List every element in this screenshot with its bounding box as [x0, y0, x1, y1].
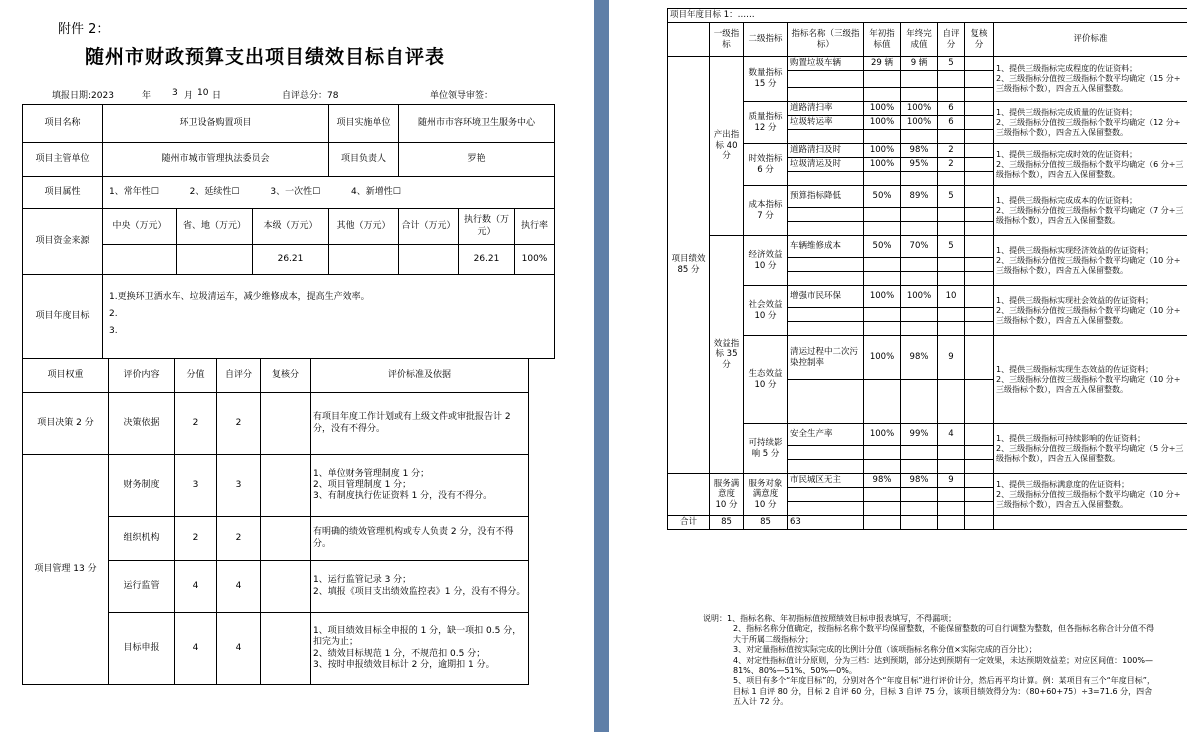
eval-criteria: 1、运行监管记录 3 分； 2、填报《项目支出绩效监控表》1 分，没有不得分。 [311, 561, 529, 613]
indicator-review [965, 446, 994, 460]
indicator-final: 100% [901, 116, 938, 130]
indicator-review [965, 88, 994, 102]
indicator-init: 100% [864, 336, 901, 380]
indicator-final: 98% [901, 474, 938, 488]
indicator-score: 10 [938, 286, 965, 308]
note-2: 2、指标名称分值确定，按指标名称个数平均保留整数，不能保留整数的可自行调整为整数，但各指标名称合计分值不得大于所属二级指标分； [733, 624, 1155, 644]
level1-benefit_label: 效益指标 35 分 [710, 236, 744, 474]
header-review: 复核分 [965, 23, 994, 57]
indicator-init [864, 222, 901, 236]
fund-header-rate: 执行率 [515, 209, 555, 245]
indicator-name [788, 488, 864, 502]
eval-value: 4 [175, 561, 217, 613]
eval-header-content: 评价内容 [109, 359, 175, 393]
weight-decision: 项目决策 2 分 [23, 393, 109, 455]
indicator-name: 垃圾清运及时 [788, 158, 864, 172]
table-row [668, 424, 1187, 446]
indicator-review [965, 308, 994, 322]
indicator-init: 100% [864, 144, 901, 158]
fund-value-executed: 26.21 [459, 245, 515, 275]
indicator-review [965, 116, 994, 130]
table-row [668, 102, 1187, 116]
indicator-init: 100% [864, 102, 901, 116]
indicator-name: 清运过程中二次污染控制率 [788, 336, 864, 380]
table-row [23, 455, 529, 517]
indicator-criteria: 1、提供三级指标完成质量的佐证资料； 2、三级指标分值按三级指标个数平均确定（12 分÷三级指标个数），四舍五入保留整数。 [994, 102, 1187, 144]
level1-satisfaction_label: 服务满意度 10 分 [710, 474, 744, 516]
indicator-name: 安全生产率 [788, 424, 864, 446]
blank-corner [668, 23, 710, 57]
indicator-init: 100% [864, 286, 901, 308]
indicator-score [938, 502, 965, 516]
indicator-review [965, 488, 994, 502]
level2-label: 生态效益 10 分 [744, 336, 788, 424]
eval-header-criteria: 评价标准及依据 [311, 359, 529, 393]
indicator-criteria: 1、提供三级指标实现社会效益的佐证资料； 2、三级指标分值按三级指标个数平均确定（10 分÷三级指标个数），四舍五入保留整数。 [994, 286, 1187, 336]
level2-label: 成本指标 7 分 [744, 186, 788, 236]
fund-value-local: 26.21 [253, 245, 329, 275]
indicator-review [965, 322, 994, 336]
indicator-final [901, 272, 938, 286]
indicator-name: 购置垃圾车辆 [788, 57, 864, 71]
annex-label: 附件 2： [58, 22, 110, 37]
eval-header-self: 自评分 [217, 359, 261, 393]
fund-header-other: 其他（万元） [329, 209, 399, 245]
indicator-final: 98% [901, 144, 938, 158]
indicator-criteria: 1、提供三级指标完成程度的佐证资料； 2、三级指标分值按三级指标个数平均确定（15 分÷三级指标个数），四舍五入保留整数。 [994, 57, 1187, 102]
indicator-review [965, 380, 994, 424]
annual-goal-label: 项目年度目标 [23, 275, 103, 359]
fund-header-total: 合计（万元） [399, 209, 459, 245]
total-blank [938, 516, 965, 530]
indicator-score: 5 [938, 236, 965, 258]
eval-criteria: 有项目年度工作计划或有上级文件或审批报告计 2 分，没有不得分。 [311, 393, 529, 455]
indicator-score: 4 [938, 424, 965, 446]
leader-sign-label: 单位领导审签： [430, 91, 494, 101]
attr-option-1: 1、常年性☐ [109, 186, 159, 197]
indicator-name: 垃圾转运率 [788, 116, 864, 130]
note-1: 说明：1、指标名称、年初指标值按照绩效目标申报表填写，不得漏项； [703, 614, 957, 623]
eval-value: 3 [175, 455, 217, 517]
indicator-name [788, 460, 864, 474]
indicator-init [864, 88, 901, 102]
level2-label: 数量指标 15 分 [744, 57, 788, 102]
eval-criteria: 有明确的绩效管理机构或专人负责 2 分，没有不得分。 [311, 517, 529, 561]
supervisor: 随州市城市管理执法委员会 [103, 143, 329, 177]
indicator-final [901, 322, 938, 336]
note-3: 3、对定量指标值按实际完成的比例计分值（该项指标名称分值×实际完成的百分比）； [733, 645, 1037, 655]
indicator-score [938, 460, 965, 474]
indicator-final: 89% [901, 186, 938, 208]
indicator-final [901, 172, 938, 186]
evaluation-table [22, 358, 529, 685]
indicator-name [788, 380, 864, 424]
indicator-name: 道路清扫及时 [788, 144, 864, 158]
indicator-name [788, 322, 864, 336]
indicator-final: 98% [901, 336, 938, 380]
fund-value-province [177, 245, 253, 275]
indicator-init [864, 502, 901, 516]
indicator-criteria: 1、提供三级指标实现生态效益的佐证资料； 2、三级指标分值按三级指标个数平均确定（10 分÷三级指标个数），四舍五入保留整数。 [994, 336, 1187, 424]
month-value: 3 [172, 88, 178, 98]
indicator-review [965, 71, 994, 88]
fund-header-local: 本级（万元） [253, 209, 329, 245]
indicator-init: 100% [864, 158, 901, 172]
fund-header-central: 中央（万元） [103, 209, 177, 245]
indicator-final [901, 446, 938, 460]
indicator-score [938, 208, 965, 222]
indicator-name [788, 88, 864, 102]
indicator-review [965, 102, 994, 116]
total-blank [901, 516, 938, 530]
fund-value-rate: 100% [515, 245, 555, 275]
indicator-criteria: 1、提供三级指标完成成本的佐证资料； 2、三级指标分值按三级指标个数平均确定（7 分÷三级指标个数），四舍五入保留整数。 [994, 186, 1187, 236]
attr-options [103, 177, 555, 209]
indicator-score: 9 [938, 474, 965, 488]
indicator-init: 100% [864, 116, 901, 130]
notes-section [703, 614, 1158, 708]
indicator-review [965, 172, 994, 186]
indicator-init [864, 71, 901, 88]
header-name: 指标名称（三级指标） [788, 23, 864, 57]
page-divider [594, 0, 609, 732]
indicator-init: 50% [864, 186, 901, 208]
eval-content: 组织机构 [109, 517, 175, 561]
indicator-criteria: 1、提供三级指标满意度的佐证资料； 2、三级指标分值按三级指标个数平均确定（10 分÷三级指标个数），四舍五入保留整数。 [994, 474, 1187, 516]
indicator-init: 100% [864, 424, 901, 446]
blank-cell [668, 474, 710, 516]
indicator-review [965, 130, 994, 144]
level2-label: 经济效益 10 分 [744, 236, 788, 286]
indicator-review [965, 57, 994, 71]
indicator-review [965, 474, 994, 488]
fund-value-total [399, 245, 459, 275]
fill-date-label: 填报日期:2023 [52, 91, 114, 101]
eval-review [261, 613, 311, 685]
indicator-name: 道路清扫率 [788, 102, 864, 116]
impl-unit: 随州市市容环境卫生服务中心 [399, 105, 555, 143]
eval-value: 2 [175, 517, 217, 561]
indicator-score: 6 [938, 116, 965, 130]
indicator-score: 5 [938, 57, 965, 71]
indicator-final [901, 380, 938, 424]
indicator-final [901, 88, 938, 102]
indicator-review [965, 186, 994, 208]
indicator-score [938, 488, 965, 502]
indicator-score: 9 [938, 336, 965, 380]
indicator-review [965, 286, 994, 308]
indicator-final [901, 130, 938, 144]
level1-output_label: 产出指标 40 分 [710, 57, 744, 236]
indicator-init [864, 272, 901, 286]
indicator-score [938, 130, 965, 144]
eval-header-review: 复核分 [261, 359, 311, 393]
indicator-init [864, 322, 901, 336]
indicator-score [938, 172, 965, 186]
total-blank [994, 516, 1187, 530]
indicator-final: 100% [901, 286, 938, 308]
indicator-review [965, 272, 994, 286]
month-unit: 月 [184, 91, 194, 101]
indicator-score [938, 71, 965, 88]
indicator-score [938, 88, 965, 102]
total-blank [965, 516, 994, 530]
indicator-review [965, 258, 994, 272]
indicator-final [901, 222, 938, 236]
indicator-init [864, 130, 901, 144]
eval-content: 财务制度 [109, 455, 175, 517]
indicator-table [667, 8, 1187, 530]
total-value-1: 85 [710, 516, 744, 530]
indicator-final [901, 208, 938, 222]
indicator-score [938, 308, 965, 322]
indicator-name [788, 208, 864, 222]
annual-goal-1: 1.更换环卫洒水车、垃圾清运车，减少维修成本，提高生产效率。 [109, 291, 370, 302]
indicator-name: 市民城区无主 [788, 474, 864, 488]
indicator-init [864, 488, 901, 502]
indicator-review [965, 460, 994, 474]
eval-value: 4 [175, 613, 217, 685]
eval-content: 决策依据 [109, 393, 175, 455]
eval-review [261, 455, 311, 517]
indicator-name: 车辆维修成本 [788, 236, 864, 258]
indicator-init [864, 208, 901, 222]
indicator-score: 6 [938, 102, 965, 116]
eval-header-value: 分值 [175, 359, 217, 393]
table-row [668, 286, 1187, 308]
indicator-final [901, 258, 938, 272]
indicator-review [965, 158, 994, 172]
table-row [23, 393, 529, 455]
indicator-body [668, 57, 1187, 516]
eval-self: 3 [217, 455, 261, 517]
indicator-name [788, 130, 864, 144]
indicator-review [965, 502, 994, 516]
indicator-name [788, 502, 864, 516]
indicator-name [788, 172, 864, 186]
header-final: 年终完成值 [901, 23, 938, 57]
level2-label: 质量指标 12 分 [744, 102, 788, 144]
indicator-score [938, 272, 965, 286]
indicator-final: 95% [901, 158, 938, 172]
eval-self: 2 [217, 393, 261, 455]
eval-value: 2 [175, 393, 217, 455]
total-blank [864, 516, 901, 530]
note-4: 4、对定性指标值计分原则，分为三档：达到预期，部分达到预期有一定效果，未达预期效益差；对应区间值：100%—81%、80%—51%、50%—0%。 [733, 655, 1153, 675]
indicator-review [965, 144, 994, 158]
indicator-name [788, 258, 864, 272]
indicator-name [788, 272, 864, 286]
indicator-review [965, 424, 994, 446]
fund-label: 项目资金来源 [23, 209, 103, 275]
annual-goals [103, 275, 555, 359]
fund-value-other [329, 245, 399, 275]
indicator-final [901, 460, 938, 474]
table-row [668, 186, 1187, 208]
indicator-name [788, 308, 864, 322]
indicator-name: 预算指标降低 [788, 186, 864, 208]
day-value: 10 [197, 88, 209, 98]
impl-unit-label: 项目实施单位 [329, 105, 399, 143]
eval-content: 目标申报 [109, 613, 175, 685]
indicator-init [864, 460, 901, 474]
table-row [668, 236, 1187, 258]
total-value-2: 85 [744, 516, 788, 530]
table-row [668, 474, 1187, 488]
eval-content: 运行监管 [109, 561, 175, 613]
indicator-score: 2 [938, 144, 965, 158]
indicator-score [938, 258, 965, 272]
indicator-init: 29 辆 [864, 57, 901, 71]
table-row [668, 336, 1187, 380]
indicator-review [965, 236, 994, 258]
eval-criteria: 1、单位财务管理制度 1 分； 2、项目管理制度 1 分； 3、有制度执行佐证资料 1 分，没有不得分。 [311, 455, 529, 517]
indicator-init [864, 172, 901, 186]
indicator-final: 100% [901, 102, 938, 116]
indicator-score [938, 322, 965, 336]
indicator-review [965, 336, 994, 380]
fund-header-executed: 执行数（万元） [459, 209, 515, 245]
header-level1: 一级指标 [710, 23, 744, 57]
total-label: 合计 [668, 516, 710, 530]
indicator-score: 5 [938, 186, 965, 208]
annual-goal-row: 项目年度目标 1：…… [668, 9, 1187, 23]
year-unit: 年 [142, 91, 152, 101]
eval-self: 2 [217, 517, 261, 561]
indicator-criteria: 1、提供三级指标实现经济效益的佐证资料； 2、三级指标分值按三级指标个数平均确定（10 分÷三级指标个数），四舍五入保留整数。 [994, 236, 1187, 286]
eval-header-weight: 项目权重 [23, 359, 109, 393]
indicator-init: 98% [864, 474, 901, 488]
attr-option-2: 2、延续性☐ [189, 186, 240, 197]
indicator-final [901, 71, 938, 88]
indicator-criteria: 1、提供三级指标可持续影响的佐证资料； 2、三级指标分值按三级指标个数平均确定（5 分÷三级指标个数），四舍五入保留整数。 [994, 424, 1187, 474]
level2-label: 可持续影响 5 分 [744, 424, 788, 474]
indicator-review [965, 222, 994, 236]
indicator-score [938, 380, 965, 424]
attr-option-4: 4、新增性☐ [351, 186, 401, 197]
indicator-name [788, 71, 864, 88]
eval-criteria: 1、项目绩效目标全申报的 1 分，缺一项扣 0.5 分，扣完为止； 2、绩效目标规范 1 分，不规范扣 0.5 分； 3、按时申报绩效目标计 2 分，逾期扣 1 分。 [311, 613, 529, 685]
attr-label: 项目属性 [23, 177, 103, 209]
header-criteria: 评价标准 [994, 23, 1187, 57]
header-level2: 二级指标 [744, 23, 788, 57]
indicator-init [864, 380, 901, 424]
indicator-name [788, 446, 864, 460]
header-self: 自评分 [938, 23, 965, 57]
indicator-review [965, 208, 994, 222]
total-value-3: 63 [788, 516, 864, 530]
indicator-init [864, 258, 901, 272]
table-row [668, 144, 1187, 158]
project-info-table [22, 104, 555, 359]
indicator-name [788, 222, 864, 236]
header-init: 年初指标值 [864, 23, 901, 57]
annual-goal-2: 2. [109, 308, 118, 319]
note-5: 5、项目有多个“年度目标”的，分别对各个“年度目标”进行评价计分，然后再平均计算。例：某项目有三个“年度目标”，目标 1 自评 80 分，目标 2 自评 60 分，目标 3 自评 75 分，该项目绩效得分为：（80+60+75）÷3=71.6 分，四舍五入计 72 分。 [733, 676, 1155, 707]
indicator-score [938, 446, 965, 460]
project-name: 环卫设备购置项目 [103, 105, 329, 143]
day-unit: 日 [212, 91, 222, 101]
page-title: 随州市财政预算支出项目绩效目标自评表 [85, 46, 446, 68]
leader: 罗艳 [399, 143, 555, 177]
eval-review [261, 393, 311, 455]
indicator-init: 50% [864, 236, 901, 258]
project-name-label: 项目名称 [23, 105, 103, 143]
table-row [668, 57, 1187, 71]
eval-self: 4 [217, 613, 261, 685]
indicator-final [901, 502, 938, 516]
eval-review [261, 517, 311, 561]
eval-self: 4 [217, 561, 261, 613]
indicator-final: 99% [901, 424, 938, 446]
indicator-final [901, 308, 938, 322]
fund-header-province: 省、地（万元） [177, 209, 253, 245]
level2-label: 社会效益 10 分 [744, 286, 788, 336]
indicator-init [864, 308, 901, 322]
indicator-score: 2 [938, 158, 965, 172]
supervisor-label: 项目主管单位 [23, 143, 103, 177]
eval-review [261, 561, 311, 613]
indicator-final: 9 辆 [901, 57, 938, 71]
indicator-final: 70% [901, 236, 938, 258]
weight-management: 项目管理 13 分 [23, 455, 109, 685]
indicator-final [901, 488, 938, 502]
indicator-criteria: 1、提供三级指标完成时效的佐证资料； 2、三级指标分值按三级指标个数平均确定（6 分÷三级指标个数），四舍五入保留整数。 [994, 144, 1187, 186]
leader-label: 项目负责人 [329, 143, 399, 177]
indicator-name: 增强市民环保 [788, 286, 864, 308]
annual-goal-3: 3. [109, 326, 118, 337]
attr-option-3: 3、一次性☐ [270, 186, 321, 197]
first-level-project-performance: 项目绩效 85 分 [668, 57, 710, 474]
indicator-init [864, 446, 901, 460]
level2-label: 服务对象满意度 10 分 [744, 474, 788, 516]
level2-label: 时效指标 6 分 [744, 144, 788, 186]
fund-value-central [103, 245, 177, 275]
total-score: 自评总分：78 [282, 91, 339, 101]
indicator-score [938, 222, 965, 236]
